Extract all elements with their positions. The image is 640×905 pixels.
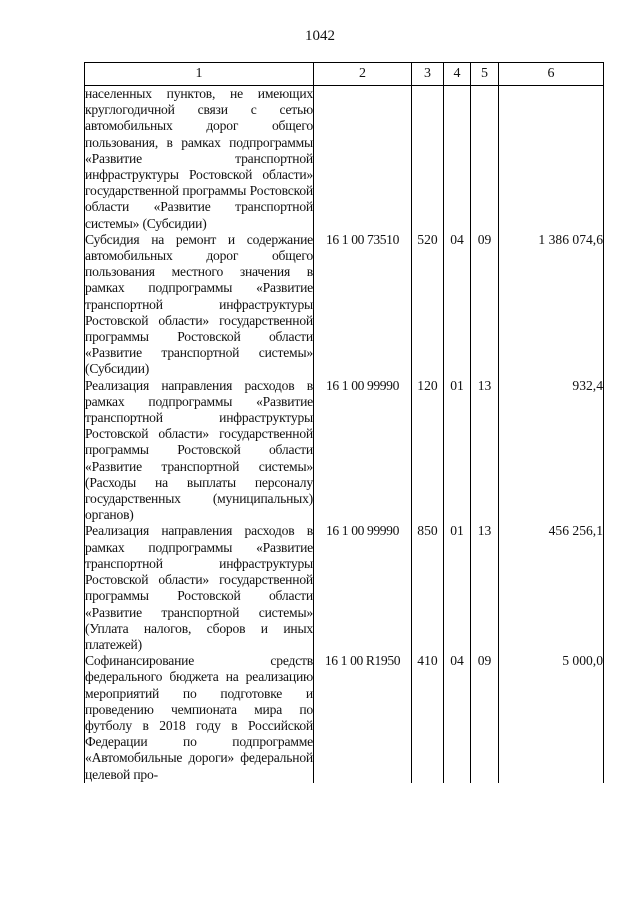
row-description: Реализация направления расходов в рамках подпрограммы «Развитие транспортной инфраструктуры Ростовской области» государственной программы Ростовской области «Развитие транспортной системы» (Уплата налогов, сборов и иных платежей) xyxy=(85,523,313,652)
table-row xyxy=(85,378,604,524)
row-description: Реализация направления расходов в рамках подпрограммы «Развитие транспортной инфраструктуры Ростовской области» государственной программы Ростовской области «Развитие транспортной системы» (Расходы на выплаты персоналу государственных (муниципальных) органов) xyxy=(85,377,313,523)
table-header-row xyxy=(85,63,604,86)
row-subsection: 09 xyxy=(471,653,499,783)
table-row xyxy=(85,232,604,378)
row-expense-type: 850 xyxy=(412,523,444,653)
row-expense-type: 520 xyxy=(412,232,444,378)
row-expense-type xyxy=(412,86,444,232)
column-header-1: 1 xyxy=(85,63,314,86)
row-subsection: 13 xyxy=(471,523,499,653)
row-target-code: 16 1 00 99990 xyxy=(314,378,412,524)
column-header-4: 4 xyxy=(444,63,471,86)
column-header-6: 6 xyxy=(499,63,604,86)
row-description: населенных пунктов, не имеющих круглогодичной связи с сетью автомобильных дорог общего пользования, в рамках подпрограммы «Развитие транспортной инфраструктуры Ростовской области» государственной программы Ростовской области «Развитие транспортной системы» (Субсидии) xyxy=(85,86,313,231)
row-expense-type: 120 xyxy=(412,378,444,524)
row-subsection xyxy=(471,86,499,232)
budget-table xyxy=(84,62,604,783)
page-number: 1042 xyxy=(305,28,335,44)
row-description: Субсидия на ремонт и содержание автомобильных дорог общего пользования местного значения в рамках подпрограммы «Развитие транспортной инфраструктуры Ростовской области» государственной программы Ростовской области «Развитие транспортной системы» (Субсидии) xyxy=(85,231,313,377)
row-amount: 932,4 xyxy=(499,378,604,524)
row-amount: 5 000,0 xyxy=(499,653,604,783)
row-section: 04 xyxy=(444,232,471,378)
table-row xyxy=(85,653,604,783)
row-target-code: 16 1 00 73510 xyxy=(314,232,412,378)
row-amount: 1 386 074,6 xyxy=(499,232,604,378)
row-section xyxy=(444,86,471,232)
column-header-2: 2 xyxy=(314,63,412,86)
row-target-code: 16 1 00 99990 xyxy=(314,523,412,653)
row-section: 01 xyxy=(444,378,471,524)
row-target-code: 16 1 00 R1950 xyxy=(314,653,412,783)
row-amount xyxy=(499,86,604,232)
row-expense-type: 410 xyxy=(412,653,444,783)
row-amount: 456 256,1 xyxy=(499,523,604,653)
row-section: 01 xyxy=(444,523,471,653)
column-header-5: 5 xyxy=(471,63,499,86)
row-description: Софинансирование средств федерального бюджета на реализацию мероприятий по подготовке и проведению чемпионата мира по футболу в 2018 году в Российской Федерации по подпрограмме «Автомобильные дороги» федеральной целевой про- xyxy=(85,653,313,782)
column-header-3: 3 xyxy=(412,63,444,86)
table-row xyxy=(85,86,604,232)
row-section: 04 xyxy=(444,653,471,783)
row-subsection: 09 xyxy=(471,232,499,378)
row-target-code xyxy=(314,86,412,232)
table-row xyxy=(85,523,604,653)
row-subsection: 13 xyxy=(471,378,499,524)
